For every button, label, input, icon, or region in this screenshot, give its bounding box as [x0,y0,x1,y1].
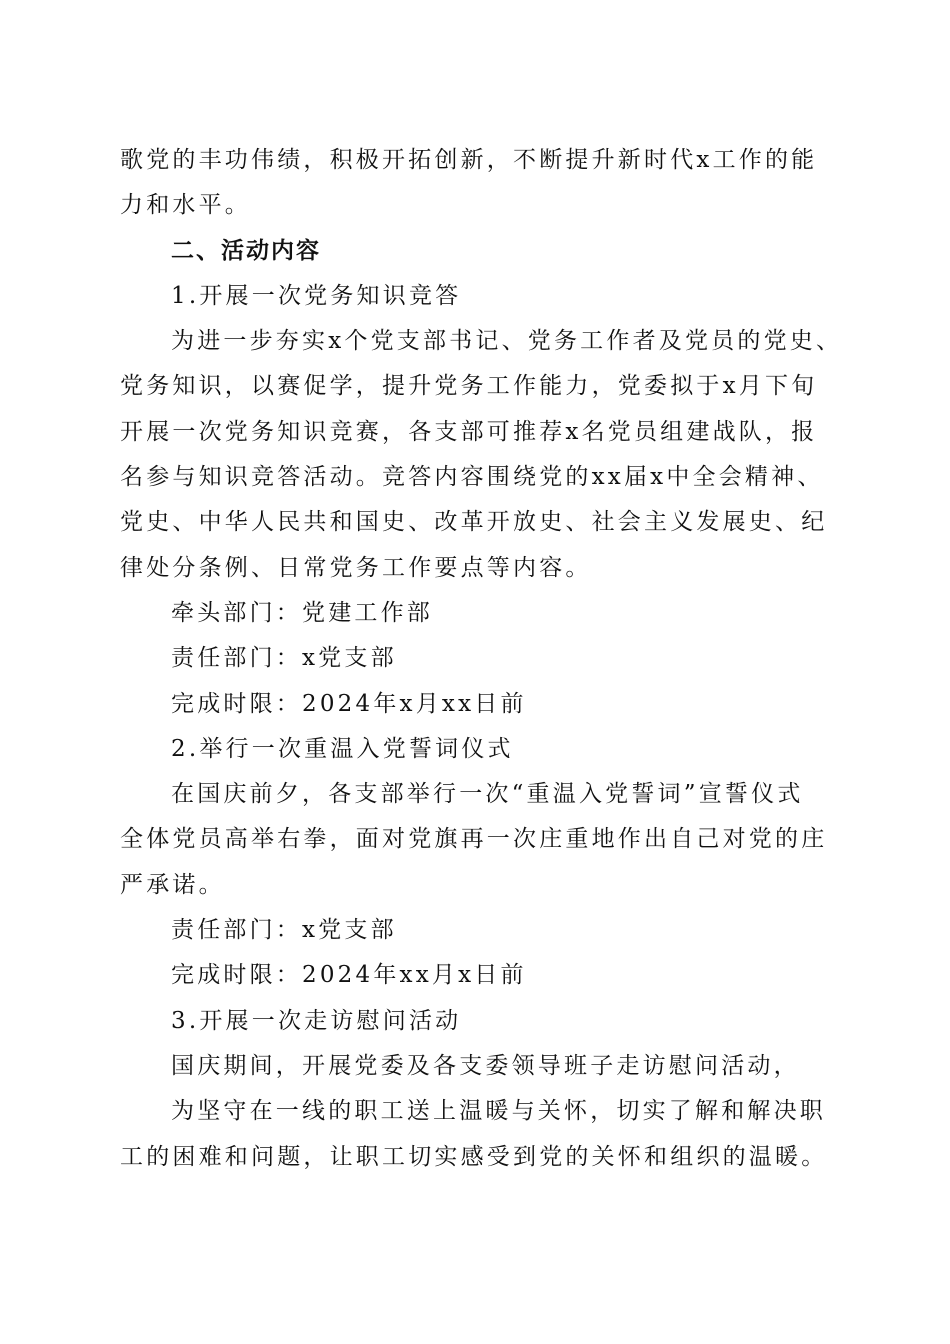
responsible-department: 责任部门：x党支部 [171,645,397,672]
paragraph-line: 力和水平。 [120,192,251,219]
paragraph-line: 国庆期间，开展党委及各支委领导班子走访慰问活动， [171,1052,800,1079]
deadline: 完成时限：2024年xx月x日前 [171,962,527,989]
section-heading: 二、活动内容 [171,237,321,264]
paragraph-line: 为进一步夯实x个党支部书记、党务工作者及党员的党史、 [171,328,843,355]
paragraph-line: 党务知识，以赛促学，提升党务工作能力，党委拟于x月下旬 [120,373,818,400]
paragraph-line: 名参与知识竞答活动。竞答内容围绕党的xx届x中全会精神、 [120,464,824,491]
paragraph-line: 在国庆前夕，各支部举行一次“重温入党誓词”宣誓仪式 [171,781,804,808]
paragraph-line: 严承诺。 [120,871,225,898]
paragraph-line: 歌党的丰功伟绩，积极开拓创新，不断提升新时代x工作的能 [120,147,818,173]
subsection-title: 3.开展一次走访慰问活动 [171,1007,462,1034]
paragraph-line: 全体党员高举右拳，面对党旗再一次庄重地作出自己对党的庄 [120,826,828,853]
paragraph-line: 工的困难和问题，让职工切实感受到党的关怀和组织的温暖。 [120,1143,828,1170]
paragraph-line: 党史、中华人民共和国史、改革开放史、社会主义发展史、纪 [120,509,828,536]
lead-department: 牵头部门：党建工作部 [171,599,433,626]
document-body [120,138,843,1180]
subsection-title: 2.举行一次重温入党誓词仪式 [171,735,514,762]
paragraph-line: 开展一次党务知识竞赛，各支部可推荐x名党员组建战队，报 [120,418,818,445]
deadline: 完成时限：2024年x月xx日前 [171,690,527,717]
responsible-department: 责任部门：x党支部 [171,917,397,944]
paragraph-line: 律处分条例、日常党务工作要点等内容。 [120,554,592,581]
paragraph-line: 为坚守在一线的职工送上温暖与关怀，切实了解和解决职 [171,1098,826,1125]
subsection-title: 1.开展一次党务知识竞答 [171,282,462,309]
